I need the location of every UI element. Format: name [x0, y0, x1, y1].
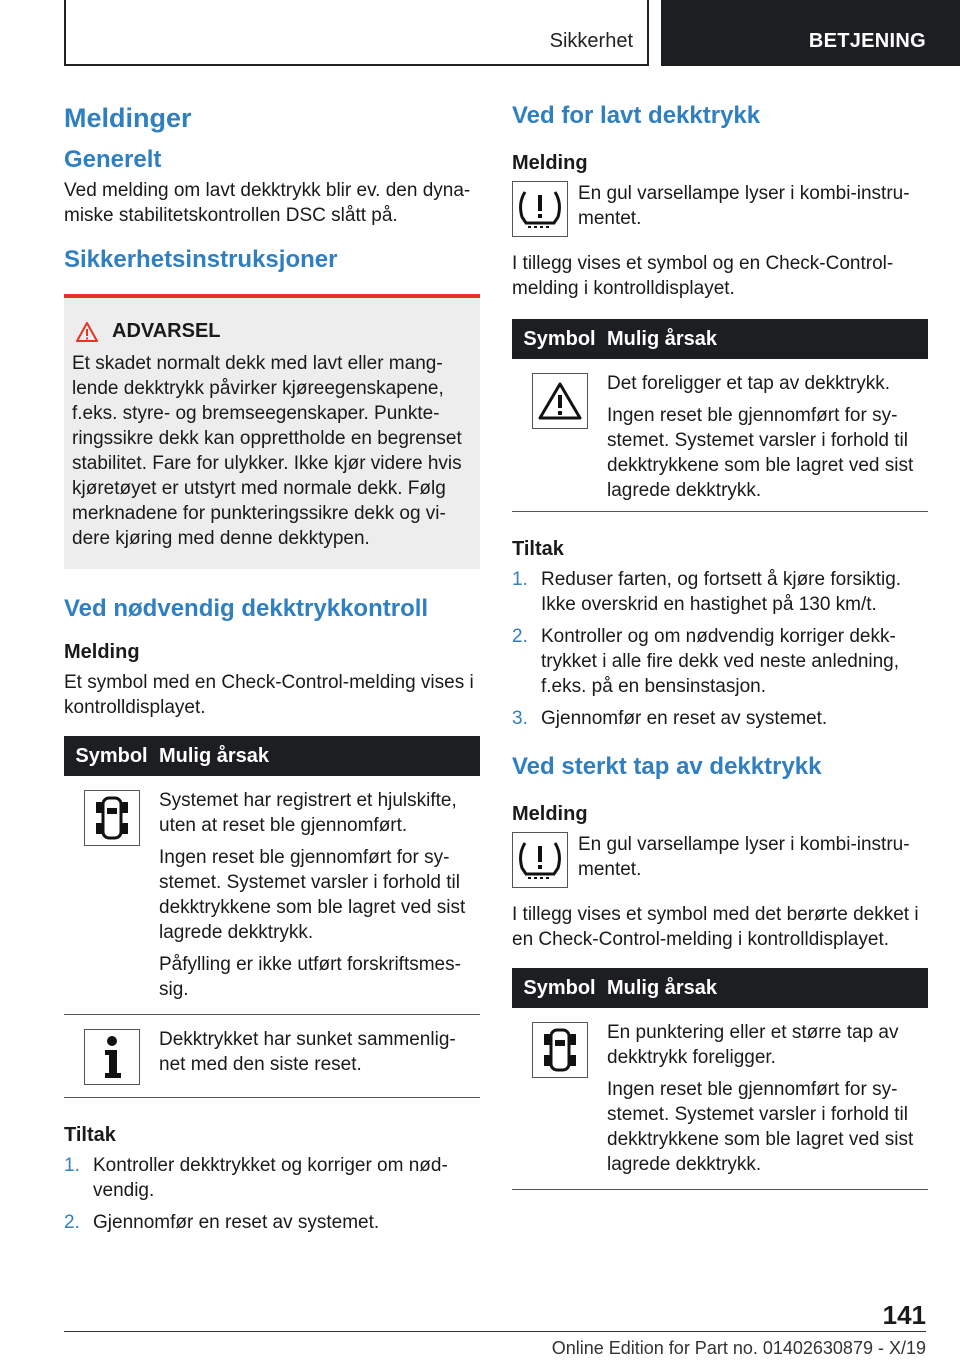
- tire-loss-car-icon: [532, 1022, 588, 1078]
- page-number: 141: [882, 1300, 926, 1330]
- info-icon: [84, 1029, 140, 1085]
- table-row: [64, 776, 480, 1015]
- message-text: Et symbol med en Check-Control-melding vises i kontrolldisplayet.: [64, 672, 474, 718]
- symbol-table: [64, 736, 480, 1098]
- warning-box: [64, 294, 480, 569]
- warning-title: ADVARSEL: [112, 320, 221, 342]
- row1-cause-1: Det foreligger et tap av dekktrykk.: [607, 373, 891, 394]
- tire-pressure-warning-icon: [512, 181, 568, 237]
- extra-text: I tillegg vises et symbol med det berørte dekket i en Check-Control-melding i kontrolldisplayet.: [512, 904, 919, 950]
- list-item: [64, 1210, 480, 1235]
- wheel-change-icon: [84, 790, 140, 846]
- list-item: [512, 624, 928, 699]
- check-heading: Ved nødvendig dekktrykkontroll: [64, 595, 429, 622]
- step-number: 1.: [512, 569, 528, 590]
- action-list: [512, 567, 928, 731]
- table-header-symbol: Symbol: [75, 744, 148, 767]
- message-label: Melding: [512, 152, 588, 174]
- row2-cause-1: En punktering eller et større tap av dekktrykk foreligger.: [607, 1022, 899, 1068]
- table-header-cause: Mulig årsak: [159, 744, 270, 767]
- header-chapter-tab: [661, 0, 960, 66]
- safety-heading: Sikkerhetsinstruksjoner: [64, 246, 338, 273]
- list-item: [512, 567, 928, 617]
- row2-cause-1: Dekktrykket har sunket sammenlig-net med den siste reset.: [159, 1029, 456, 1075]
- general-text: Ved melding om lavt dekktrykk blir ev. den dyna-miske stabilitetskontrollen DSC slått på.: [64, 180, 471, 226]
- action-list: [64, 1153, 480, 1235]
- warning-triangle-icon: [532, 373, 588, 429]
- strong-loss-heading: Ved sterkt tap av dekktrykk: [512, 753, 822, 780]
- header-section: Sikkerhet: [549, 30, 633, 52]
- left-column: [64, 100, 480, 1242]
- list-item: [512, 706, 928, 731]
- row1-cause-2: Ingen reset ble gjennomført for sy-stemet. Systemet varsler i forhold til dekktrykkene som ble lagret ved sist lagrede dekktrykk.: [159, 847, 466, 943]
- step-number: 3.: [512, 708, 528, 729]
- step-number: 2.: [512, 626, 528, 647]
- row1-cause-1: Systemet har registrert et hjulskifte, uten at reset ble gjennomført.: [159, 790, 457, 836]
- header-chapter: BETJENING: [808, 30, 926, 52]
- low-pressure-heading: Ved for lavt dekktrykk: [512, 102, 761, 129]
- step-text: Reduser farten, og fortsett å kjøre forsiktig. Ikke overskrid en hastighet på 130 km/t.: [541, 569, 902, 615]
- warning-text: Et skadet normalt dekk med lavt eller mang-lende dekktrykk påvirker kjøreegenskapene, f.eks. styre- og bremseegenskaper. Punkte-ringssikre dekk kan opprettholde en begrenset stabilitet. Fare for ulykker. Ikke kjør videre hvis kjøretøyet er utstyrt med normale dekk. Følg merknadene for punkteringssikre dekk og vi-dere kjøring med denne dekktypen.: [72, 353, 462, 549]
- warning-lamp-message: [512, 181, 928, 237]
- step-number: 2.: [64, 1212, 80, 1233]
- warning-lamp-text: En gul varsellampe lyser i kombi-instru-mentet.: [578, 183, 910, 229]
- step-text: Gjennomfør en reset av systemet.: [541, 708, 828, 729]
- warning-lamp-message: [512, 832, 928, 888]
- row1-cause-2: Ingen reset ble gjennomført for sy-stemet. Systemet varsler i forhold til dekktrykkene som ble lagret ved sist lagrede dekktrykk.: [607, 405, 914, 501]
- row2-cause-2: Ingen reset ble gjennomført for sy-stemet. Systemet varsler i forhold til dekktrykkene som ble lagret ved sist lagrede dekktrykk.: [607, 1079, 914, 1175]
- step-text: Gjennomfør en reset av systemet.: [93, 1212, 380, 1233]
- table-row: [512, 1008, 928, 1190]
- step-number: 1.: [64, 1155, 80, 1176]
- tire-pressure-warning-icon: [512, 832, 568, 888]
- footer-edition: Online Edition for Part no. 01402630879 - X/19: [551, 1338, 926, 1358]
- warning-lamp-text: En gul varsellampe lyser i kombi-instru-mentet.: [578, 834, 910, 880]
- page-title: Meldinger: [64, 103, 192, 133]
- header-section-tab: [64, 0, 649, 66]
- message-label: Melding: [64, 641, 140, 663]
- table-header-cause: Mulig årsak: [607, 327, 718, 350]
- extra-text: I tillegg vises et symbol og en Check-Control-melding i kontrolldisplayet.: [512, 253, 894, 299]
- footer-divider: [64, 1331, 926, 1332]
- symbol-table: [512, 319, 928, 512]
- action-label: Tiltak: [64, 1124, 116, 1146]
- table-header: [512, 319, 928, 359]
- step-text: Kontroller dekktrykket og korriger om nød-vendig.: [93, 1155, 448, 1201]
- table-header: [512, 968, 928, 1008]
- row1-cause-3: Påfylling er ikke utført forskriftsmes-sig.: [159, 954, 461, 1000]
- table-header-cause: Mulig årsak: [607, 976, 718, 999]
- table-header-symbol: Symbol: [523, 327, 596, 350]
- table-header-symbol: Symbol: [523, 976, 596, 999]
- message-label: Melding: [512, 803, 588, 825]
- general-heading: Generelt: [64, 146, 162, 173]
- step-text: Kontroller og om nødvendig korriger dekk-trykket i alle fire dekk ved neste anledning, f.eks. på en bensinstasjon.: [541, 626, 900, 697]
- warning-triangle-icon: [76, 322, 98, 342]
- action-label: Tiltak: [512, 538, 564, 560]
- list-item: [64, 1153, 480, 1203]
- right-column: [512, 100, 928, 1190]
- symbol-table: [512, 968, 928, 1190]
- table-header: [64, 736, 480, 776]
- table-row: [512, 359, 928, 512]
- table-row: [64, 1015, 480, 1098]
